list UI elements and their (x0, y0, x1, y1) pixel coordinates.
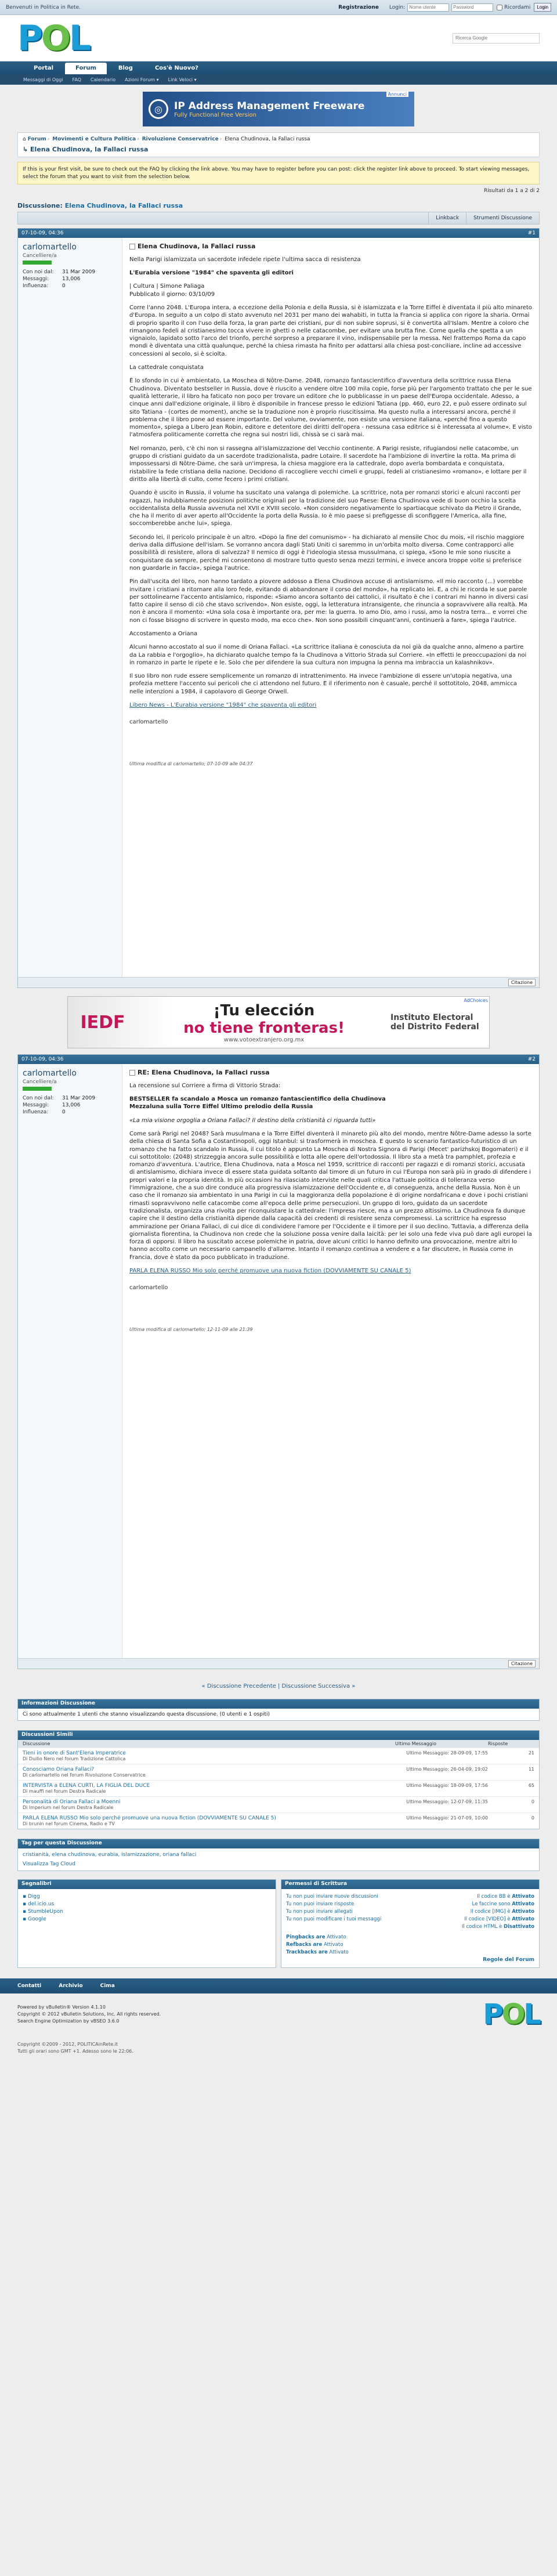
user-info: carlomartello Cancelliere/a Con noi dal: 31 Mar 2009 Messaggi: 13,006 Influenza: 0 (18, 238, 122, 977)
post-footer (18, 1658, 539, 1669)
thread-info-text: Ci sono attualmente 1 utenti che stanno visualizzando questa discussione. (0 utenti e 1 ospiti) (23, 1712, 270, 1718)
paragraph: Alcuni hanno accostato al suo il nome di Oriana Fallaci. «La scrittrice italiana è conosciuta da noi già da qualche anno, almeno a partire da La rabbia e l'orgoglio», ha dichiarato qualche tempo fa la Chudinova a Vittorio Strada sul Corriere. «In effetti le preoccupazioni da noi in romanzo in parte le ripete e le. Solo che per difendere la sua cultura non impugna la penna ma imbraccia un kalashnikov». (129, 644, 527, 666)
footer-logo[interactable]: POL (483, 1998, 540, 2031)
post-content (122, 1064, 539, 1658)
ad2-url: www.votoextranjero.org.mx (223, 1036, 305, 1043)
last-edit: Ultima modifica di carlomartello; 12-11-09 alle 21:39 (129, 1326, 253, 1332)
similar-threads: Discussioni Simili Discussione Ultimo Messaggio Risposte Tieni in onore di Sant'Elena Imperatrice Di Duilio Nero nel forum Tradizione Cattolica Ultimo Messaggio: 28-09-09, 17:55 21 Conosciamo Oriana Fallaci? Di carlomartello nel forum Rivoluzione Conservatrice Ultimo Messaggio: 26-04-09, 19:02 11 INTERVISTA a ELENA CURTI, LA FIGLIA DEL DUCE Di mauffi nel forum Destra Radicale Ultimo Messaggio: 18-09-09, 17:56 65 Personalità di Oriana Fallaci a Moenni Di Imperium nel forum Destra Radicale Ultimo Messaggio: 12-07-09, 11:35 0 PARLA ELENA RUSSO Mio solo perché promuove una nuova fiction (DOVVIAMENTE SU CANALE 5) Di brunin nel forum Cinema, Radio e TV Ultimo Messaggio: 21-07-09, 10:00 0 (17, 1730, 540, 1829)
paragraph: Pin dall'uscita del libro, non hanno tardato a piovere addosso a Elena Chudinova accuse di antislamismo. «Il mio racconto (...) vorrebbe invitare i cristiani a ritornare alla loro fede, evitando di abbandonare il corso del mondo», ha replicato lei. E, a chi le ricorda le sue parole per sottolinearne l'accento antislamico, risponde: «Siamo ancora soltanto dei cattolici, il risultato è che i contrari mi hanno in diversi casi fatto capire il senso di ciò che stavo scrivendo». Non esiste, oggi, la letteratura intransigente, che rinuncia a sopravvivere alla realtà. Ma non è ancora il momento: «Una sola cosa è importante ora, per me: la guerra. Io amo Dio, amo i russi, amo la nostra terra... e vorrei che non ci fosse bisogno di scrivere in questo modo, ma ecco che». Non sono possibili cinquant'anni, continuerà a fare», spiega l'autrice. (129, 578, 529, 624)
bottom-boxes (17, 1879, 540, 1968)
source-link[interactable]: PARLA ELENA RUSSO Mio solo perché promuove una nuova fiction (DOVVIAMENTE SU CANALE 5) (129, 1268, 411, 1275)
list-item[interactable]: INTERVISTA a ELENA CURTI, LA FIGLIA DEL DUCE Di mauffi nel forum Destra Radicale Ultimo Messaggio: 18-09-09, 17:56 65 (18, 1780, 539, 1796)
password-input[interactable] (451, 3, 493, 12)
join-date: 31 Mar 2009 (62, 1095, 96, 1102)
results-count: Risultati da 1 a 2 di 2 (483, 188, 540, 194)
paragraph: Nel romanzo, però, c'è chi non si rassegna all'islamizzazione del Vecchio continente. A Parigi resiste, rifugiandosi nelle catacombe, un gruppo di cristiani guidato da un sacerdote tradizionalista, padre Lotaire. Il sacerdote ha l'ambizione di invertire la rotta. Ma prima di impossessarsi di Nôtre-Dame, che sarà un'impresa, la chiesa maggiore era la cattedrale, dopo averla bombardata e conquistata, ristabilire la fede cristiana della nazione. Decidono di raccogliere vecchi cimeli e gruppi, fedeli al cristianesimo «romano», e lottare per il diritto alla libertà di culto, come fecero i primi cristiani. (129, 445, 527, 483)
copyright: Copyright © 2012 vBulletin Solutions, Inc. All rights reserved. (17, 2011, 161, 2017)
tab-forum[interactable]: Forum (65, 63, 107, 74)
user-role: Cancelliere/a (23, 1079, 57, 1086)
post-intro: La recensione sul Corriere a firma di Vittorio Strada: (129, 1082, 281, 1089)
ad2-title-b: no tiene fronteras! (183, 1019, 345, 1037)
tab-blog[interactable]: Blog (118, 65, 133, 71)
top-banner-wrap (0, 85, 557, 132)
post-count: 13,006 (62, 1102, 81, 1109)
ad2-title-a: ¡Tu elección (213, 1001, 315, 1019)
top-bar (0, 0, 557, 15)
paragraph: La cattedrale conquistata (129, 364, 204, 371)
linkback-button[interactable]: Linkback (428, 212, 466, 224)
footer-nav (0, 1978, 557, 1993)
post-intro: Nella Parigi islamizzata un sacerdote infedele ripete l'ultima sacca di resistenza (129, 256, 361, 263)
list-item[interactable]: PARLA ELENA RUSSO Mio solo perché promuove una nuova fiction (DOVVIAMENTE SU CANALE 5) Di brunin nel forum Cinema, Radio e TV Ultimo Messaggio: 21-07-09, 10:00 0 (18, 1812, 539, 1829)
back-icon: ↳ (23, 146, 31, 153)
thread-tools-button[interactable]: Strumenti Discussione (466, 212, 539, 224)
thread-tools (17, 212, 540, 225)
post-1 (17, 228, 540, 988)
reputation-bar (23, 261, 52, 265)
ad2-org: Instituto Electoral del Distrito Federal (390, 1013, 479, 1032)
paragraph: Accostamento a Oriana (129, 630, 198, 637)
tab-whats-new[interactable]: Cos'è Nuovo? (154, 65, 198, 71)
influence: 0 (62, 283, 66, 290)
reputation-bar (23, 1087, 52, 1091)
network-icon: ◎ (149, 99, 168, 119)
tag-list[interactable]: cristianità, elena chudinova, eurabia, islamizzazione, oriana fallaci (23, 1852, 197, 1858)
discussion-nav[interactable]: « Discussione Precedente | Discussione Successiva » (201, 1683, 356, 1690)
subnav-calendar[interactable]: Calendario (91, 77, 116, 82)
post-meta: | Cultura | Simone Paliaga Pubblicato il giorno: 03/10/09 (129, 283, 215, 298)
login-button[interactable]: Login (534, 3, 551, 12)
subnav-faq[interactable]: FAQ (72, 77, 82, 82)
post-heading: BESTSELLER fa scandalo a Mosca un romanzo fantascientifico della Chudinova Mezzaluna sulla Torre Eiffel Ultimo prelodio della Russia (129, 1096, 386, 1110)
thread-info (17, 1699, 540, 1721)
ad-banner-iedf[interactable] (67, 996, 490, 1048)
adchoices-label-2[interactable]: AdChoices (464, 998, 488, 1004)
post-count: 13,006 (62, 276, 81, 283)
username[interactable]: carlomartello (23, 243, 77, 252)
adchoices-label[interactable]: Annunci (386, 92, 408, 97)
tag-cloud-link[interactable]: Visualizza Tag Cloud (23, 1861, 75, 1868)
source-link[interactable]: Libero News - L'Eurabia versione "1984" che spaventa gli editori (129, 702, 317, 709)
last-edit: Ultima modifica di carlomartello; 07-10-09 alle 04:37 (129, 761, 253, 766)
google-search-input[interactable] (453, 33, 540, 44)
remember-checkbox[interactable] (497, 5, 502, 10)
breadcrumb: ⌂ Forum › Movimenti e Cultura Politica › Rivoluzione Conservatrice › Elena Chudinova, la Fallaci russa ↳ Elena Chudinova, la Fallaci russa (17, 132, 540, 157)
thread-tags (17, 1839, 540, 1871)
footer-contacts[interactable]: Contatti (17, 1983, 42, 1989)
post-date: 07-10-09, 04:36 (21, 1057, 64, 1063)
influence: 0 (62, 1109, 66, 1116)
login-label: Login: (389, 4, 406, 10)
signature: carlomartello (129, 1285, 168, 1291)
tab-portal[interactable]: Portal (34, 65, 54, 71)
post-footer (18, 977, 539, 987)
subnav-quick-links[interactable]: Link Veloci ▾ (168, 77, 197, 82)
signature: carlomartello (129, 719, 168, 726)
breadcrumb-rivoluzione[interactable]: Rivoluzione Conservatrice (142, 136, 219, 142)
post-body: Come sarà Parigi nel 2048? Sarà musulmana e la Torre Eiffel diventerà il minareto più alto del mondo, mentre Nôtre-Dame adesso la sorte della chiesa di Santa Sofia a Costantinopoli, oggi Istanbul: si trasformerà in moschea. E questo lo scenario fantastico-futuristico di un romanzo che ha fatto scandalo in Russia, il cui titolo è appunto La Moschea di Nostra Signora di Parigi (Mecet' parizhskoj Bogomateri) e il cui sottotitolo: (2048) strizzeggia ancora sulle possibilità e lotta alle opere dell'ortodossia. Il libro sta a metà tra pamphlet, profezia e romanzo d'avventura. L'autrice, Elena Chudinova, nata a Mosca nel 1959, scrittrice di racconti per ragazzi e di romanzi storici, accusata di antislamismo, dichiara invece di essere stata guidata soltanto dal timore di un futuro in cui l'Europa non sarà più in grado di difendere i propri valori e la propria identità. In più occasioni ha rilasciato interviste nelle quali critica l'attuale politica di tolleranza verso l'immigrazione, che a suo dire conduce alla progressiva islamizzazione dell'Occidente e, di conseguenza, anche della Russia. Non è un caso che il romanzo sia ambientato in una Parigi in cui la maggioranza della popolazione è di origine nordafricana e dove i pochi cristiani rimasti sopravvivono nelle catacombe come all'epoca delle prime persecuzioni. Un gruppo di loro, guidato da un sacerdote tradizionalista, organizza una rivolta per riconquistare la cattedrale: l'impresa riesce, ma a un prezzo altissimo. La Chudinova fa dunque capire che il destino della cristianità dipende dalla capacità dei credenti di resistere senza compromessi. La scrittrice ha espresso ammirazione per Oriana Fallaci, di cui dice di condividere l'amore per l'Occidente e il timore per il suo declino. Tuttavia, a differenza della giornalista fiorentina, la Chudinova non crede che la soluzione possa venire dalla laicità: per lei solo una fede viva può dare agli europei la forza di opporsi. Il libro ha suscitato accese polemiche in patria, dove alcuni critici lo hanno definito una provocazione, mentre altri lo hanno accolto come un necessario campanello d'allarme. Intanto il romanzo continua a vendere e a far discutere, in Russia come in Francia, dove è stato da poco pubblicato in traduzione. (129, 1131, 532, 1261)
footer-info (17, 1993, 540, 2035)
seo-credit: Search Engine Optimization by vBSEO 3.6.0 (17, 2018, 120, 2024)
post-content (122, 238, 539, 977)
permissions-box: Permessi di Scrittura Tu non puoi inviare nuove discussioni Il codice BB è Attivato Tu non puoi inviare risposte Le faccine sono Attivato Tu non puoi inviare allegati Il codice [IMG] è Attivato Tu non puoi modificare i tuoi messaggi Il codice [VIDEO] è Attivato Il codice HTML è Disattivato Pingbacks are Attivato Refbacks are Attivato Trackbacks are Attivato Regole del Forum (281, 1879, 540, 1968)
join-date: 31 Mar 2009 (62, 269, 96, 276)
quote-button[interactable]: Citazione (508, 979, 536, 986)
breadcrumb-forum[interactable]: Forum (27, 136, 46, 142)
forum-rules-link[interactable]: Regole del Forum (483, 1957, 534, 1963)
user-info: carlomartello Cancelliere/a Con noi dal: 31 Mar 2009 Messaggi: 13,006 Influenza: 0 (18, 1064, 122, 1658)
welcome-text: Benvenuti in Politica in Rete. (6, 4, 81, 10)
user-role: Cancelliere/a (23, 253, 57, 259)
paragraph: Quando è uscito in Russia, il volume ha suscitato una valanga di polemiche. La scrittrice, nota per romanzi storici e alcuni racconti per ragazzi, ha indubbiamente posizioni politiche originali per la tradizione del suo Paese: Elena Chudinova vede di buon occhio la scelta occidentalista della Russia avvenuta nel XVII e XVIII secolo. «Non considero negativamente lo spartiacque schivato da Pietro il Grande, che ha il merito di aver aperto all'Occidente la porta della Russia. Io è mio paese si prefiggesse di sconfiggere l'America, alla fine, soccomberebbe anche lui», spiega. (129, 490, 522, 527)
post-title: Elena Chudinova, la Fallaci russa (129, 243, 532, 251)
post-icon (129, 244, 135, 249)
subnav-today[interactable]: Messaggi di Oggi (23, 77, 63, 82)
paragraph: Corre l'anno 2048. L'Europa intera, a eccezione della Polonia e della Russia, si è islamizzata e la Torre Eiffel è diventata il più alto minareto d'Europa. In seguito a un colpo di stato avvenuto nel 2031 per mano dei wahabiti, in tutta la Francia si applica con rigore la sharia. Ormai di proprio sparito il con l'uso della forza, la gran parte dei cristiani, pur di non subire soprusi, si è convertita all'Islam. Mentre a coloro che rimangono fedeli al cristianesimo tocca vivere in ghetti o nelle catacombe, per evitare una brutta fine. Come quella che spetta a un vignaiolo, lapidato sotto l'arco del trionfo, perché sorpreso a preparare il vino, indispensabile per la messa. Nel frattempo Roma da capo mondi è diventata una città qualunque, perché la chiesa rimasta ha finito per adattarsi alla chiesa post-conciliare, incline ad accessive concessioni al secolo, si è sciolta. (129, 305, 532, 357)
section-title: Permessi di Scrittura (281, 1880, 539, 1889)
bookmark-google[interactable]: ▪ Google (23, 1916, 46, 1923)
section-title: Informazioni Discussione (18, 1699, 539, 1709)
section-title: Discussioni Simili (18, 1731, 539, 1740)
mid-banner-wrap (0, 996, 557, 1048)
username[interactable]: carlomartello (23, 1069, 77, 1079)
bookmarks-box (17, 1879, 276, 1968)
footer-archive[interactable]: Archivio (59, 1983, 83, 1989)
footer-top[interactable]: Cima (100, 1983, 115, 1989)
sub-nav (0, 74, 557, 85)
ad-banner-ip[interactable] (143, 92, 414, 126)
main-nav (0, 61, 557, 74)
section-title: Segnalibri (18, 1880, 276, 1889)
post-number[interactable]: #1 (527, 230, 536, 237)
remember-label: Ricordami (504, 4, 531, 10)
site-logo[interactable]: POL (17, 17, 90, 59)
powered-by: Powered by vBulletin® Version 4.1.10 (17, 2005, 106, 2010)
post-title: RE: Elena Chudinova, la Fallaci russa (129, 1069, 532, 1077)
ad-title: IP Address Management Freeware (174, 100, 365, 112)
list-item[interactable]: Conosciamo Oriana Fallaci? Di carlomartello nel forum Rivoluzione Conservatrice Ultimo Messaggio: 26-04-09, 19:02 11 (18, 1764, 539, 1780)
welcome-notice: If this is your first visit, be sure to check out the FAQ by clicking the link above. You may have to register before you can post: click the register link above to proceed. To start viewing messages, select the forum that you want to visit from the selection below. (17, 162, 540, 184)
iedf-logo: IEDF (80, 1012, 125, 1033)
section-title: Tag per questa Discussione (18, 1839, 539, 1848)
paragraph: Secondo lei, il pericolo principale è un altro. «Dopo la fine del comunismo» - ha dichiarato al mensile Choc du mois, «il rischio maggiore deriva dalla diffusione dell'islam. Se vorranno ancora dagli Stati Uniti ci saremmo in un'orbita molto diversa. Come contrapporci alle possibilità di resistere, allora di salvezza? Il nemico di oggi è l'ideologia stessa mussulmana, ci spiega, «Sono le mie sono riuscite a conquistare da sempre, perché mi consentono di mostrare tutto questo senza mezzi termini, e invece ancora troppe volte si preferisce non guardarle in faccia», spiega l'autrice. (129, 534, 525, 571)
register-link[interactable]: Registrazione (338, 4, 379, 10)
ad-subtitle: Fully Functional Free Version (174, 111, 256, 118)
discussion-title: Discussione: Elena Chudinova, la Fallaci russa (17, 202, 183, 210)
post-2 (17, 1054, 540, 1669)
timezone-info: Tutti gli orari sono GMT +1. Adesso sono le 22:06. (17, 2049, 133, 2054)
post-heading: L'Eurabia versione "1984" che spaventa gli editori (129, 270, 294, 277)
bookmark-stumbleupon[interactable]: ▪ StumbleUpon (23, 1909, 63, 1915)
list-item[interactable]: Tieni in onore di Sant'Elena Imperatrice Di Duilio Nero nel forum Tradizione Cattolica Ultimo Messaggio: 28-09-09, 17:55 21 (18, 1748, 539, 1764)
post-number[interactable]: #2 (527, 1057, 536, 1063)
paragraph: Il suo libro non rude essere semplicemente un romanzo di intrattenimento. Ha invece l'ambizione di essere un'utopia negativa, una profezia mettere l'accento sui pericoli che ci attendono nel futuro. E il riferimento non è casuale, perché il sottotitolo, 2048, ammicca nelle intenzioni a 1984, il capolavoro di George Orwell. (129, 673, 517, 695)
bookmark-delicious[interactable]: ▪ del.icio.us (23, 1901, 55, 1908)
breadcrumb-movimenti[interactable]: Movimenti e Cultura Politica (52, 136, 136, 142)
breadcrumb-title: Elena Chudinova, la Fallaci russa (30, 146, 149, 153)
paragraph: È lo sfondo in cui è ambientato, La Moschea di Nôtre-Dame. 2048, romanzo fantascientifico d'avventura della scrittrice russa Elena Chudinova. Diventato bestseller in Russia, dove è riuscito a vendere oltre 100 mila copie, forse più per l'argomento trattato che per le sue qualità letterarie, il libro ha faticato non poco per trovare un editore che lo pubblicasse in un paese dell'Europa occidentale. Adesso, a cinque anni dall'edizione originale, il libro è disponibile in francese presso le edizioni Tatiana (pp. 460, euro 22, e può essere ordinato sul sito Tatiana - (cortes de moment), anche se la traduzione non è proprio riuscitissima. Ma questo nulla a interessarsi ancora, perché il problema che il libro pone ad essere importante. Del volume, ovviamente, non esiste una versione italiana, «perché fino a questo momento», spiega a Libero Jean Robin, editore e detentore dei diritti dell'opera - nessuna casa editrice si è interessata al volume». E visto l'atmosfera politicamente corretta che regna sui nostri lidi, chissà se ci sarà mai. (129, 378, 532, 439)
username-input[interactable] (407, 3, 449, 12)
post-date: 07-10-09, 04:36 (21, 230, 64, 237)
bookmark-digg[interactable]: ▪ Digg (23, 1894, 40, 1900)
site-header (0, 15, 557, 61)
post-header (18, 229, 539, 238)
list-item[interactable]: Personalità di Oriana Fallaci a Moenni Di Imperium nel forum Destra Radicale Ultimo Messaggio: 12-07-09, 11:35 0 (18, 1796, 539, 1812)
bottom-strip (17, 2041, 540, 2055)
quote-button[interactable]: Citazione (508, 1660, 536, 1667)
post-quote: «La mia visione orgoglia a Oriana Fallaci? Il destino della cristianità ci riguarda tutti» (129, 1117, 376, 1124)
home-icon[interactable]: ⌂ (23, 136, 26, 142)
post-header (18, 1055, 539, 1064)
breadcrumb-current: Elena Chudinova, la Fallaci russa (225, 136, 310, 142)
site-copyright: Copyright ©2009 - 2012, POLITICAinRete.it (17, 2042, 118, 2047)
subnav-forum-actions[interactable]: Azioni Forum ▾ (125, 77, 159, 82)
post-icon (129, 1070, 135, 1076)
